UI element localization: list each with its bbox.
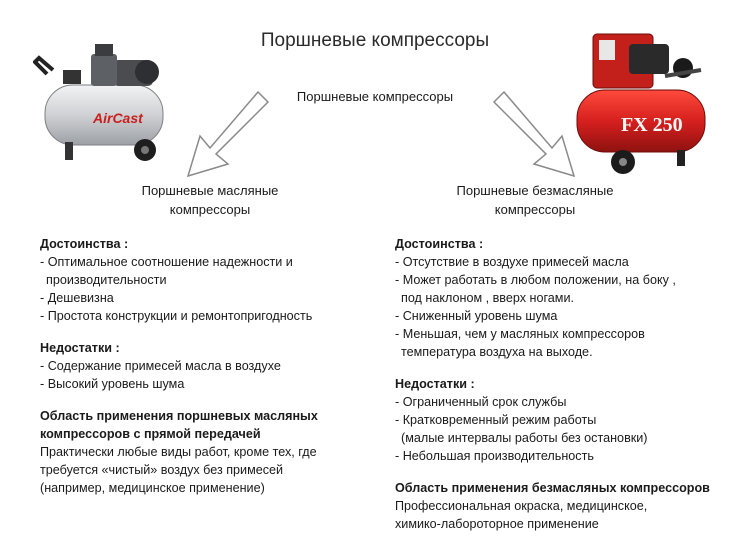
right-application-title: Область применения безмасляных компрессоров xyxy=(395,481,710,495)
list-item: - Содержание примесей масла в воздухе xyxy=(40,359,281,373)
center-label: Поршневые компрессоры xyxy=(296,89,454,104)
oil-compressor-brand: AirCast xyxy=(93,110,143,126)
left-application-title: Область применения поршневых масляных xyxy=(40,409,318,423)
list-item: - Может работать в любом положении, на боку , xyxy=(395,273,676,287)
list-item: требуется «чистый» воздух без примесей xyxy=(40,463,284,477)
oilfree-compressor-brand: FX 250 xyxy=(621,114,683,136)
right-heading-line: Поршневые безмасляные xyxy=(456,183,614,198)
list-item: - Сниженный уровень шума xyxy=(395,309,558,323)
right-disadvantages-title: Недостатки : xyxy=(395,377,475,391)
right-heading-line: компрессоры xyxy=(494,202,576,217)
list-item: Профессиональная окраска, медицинское, xyxy=(395,499,648,513)
left-column xyxy=(40,235,318,497)
list-item: - Оптимальное соотношение надежности и xyxy=(40,255,293,269)
oil-compressor-image xyxy=(33,40,173,165)
list-item: - Меньшая, чем у масляных компрессоров xyxy=(395,327,645,341)
list-item: - Небольшая производительность xyxy=(395,449,594,463)
page-title: Поршневые компрессоры xyxy=(260,30,490,51)
list-item: под наклоном , вверх ногами. xyxy=(401,291,574,305)
list-item: - Кратковременный режим работы xyxy=(395,413,597,427)
list-item: - Отсутствие в воздухе примесей масла xyxy=(395,255,629,269)
left-heading-line: компрессоры xyxy=(169,202,251,217)
left-heading-line: Поршневые масляные xyxy=(141,183,279,198)
list-item: - Ограниченный срок службы xyxy=(395,395,567,409)
list-item: (например, медицинское применение) xyxy=(40,481,265,495)
list-item: производительности xyxy=(46,273,167,287)
right-heading xyxy=(420,181,650,219)
list-item: (малые интервалы работы без остановки) xyxy=(401,431,648,445)
right-advantages-title: Достоинства : xyxy=(395,237,484,251)
right-column xyxy=(395,235,710,533)
left-advantages-title: Достоинства : xyxy=(40,237,129,251)
list-item: температура воздуха на выходе. xyxy=(401,345,593,359)
list-item: химико-лабороторное применение xyxy=(395,517,599,531)
arrow-right-icon xyxy=(484,88,584,188)
left-disadvantages-title: Недостатки : xyxy=(40,341,120,355)
arrow-left-icon xyxy=(178,88,278,188)
oilfree-compressor-image xyxy=(573,28,713,178)
list-item: Практически любые виды работ, кроме тех, где xyxy=(40,445,317,459)
list-item: - Простота конструкции и ремонтопригодность xyxy=(40,309,313,323)
left-heading xyxy=(110,181,310,219)
list-item: - Дешевизна xyxy=(40,291,114,305)
list-item: - Высокий уровень шума xyxy=(40,377,185,391)
left-application-title: компрессоров с прямой передачей xyxy=(40,427,261,441)
